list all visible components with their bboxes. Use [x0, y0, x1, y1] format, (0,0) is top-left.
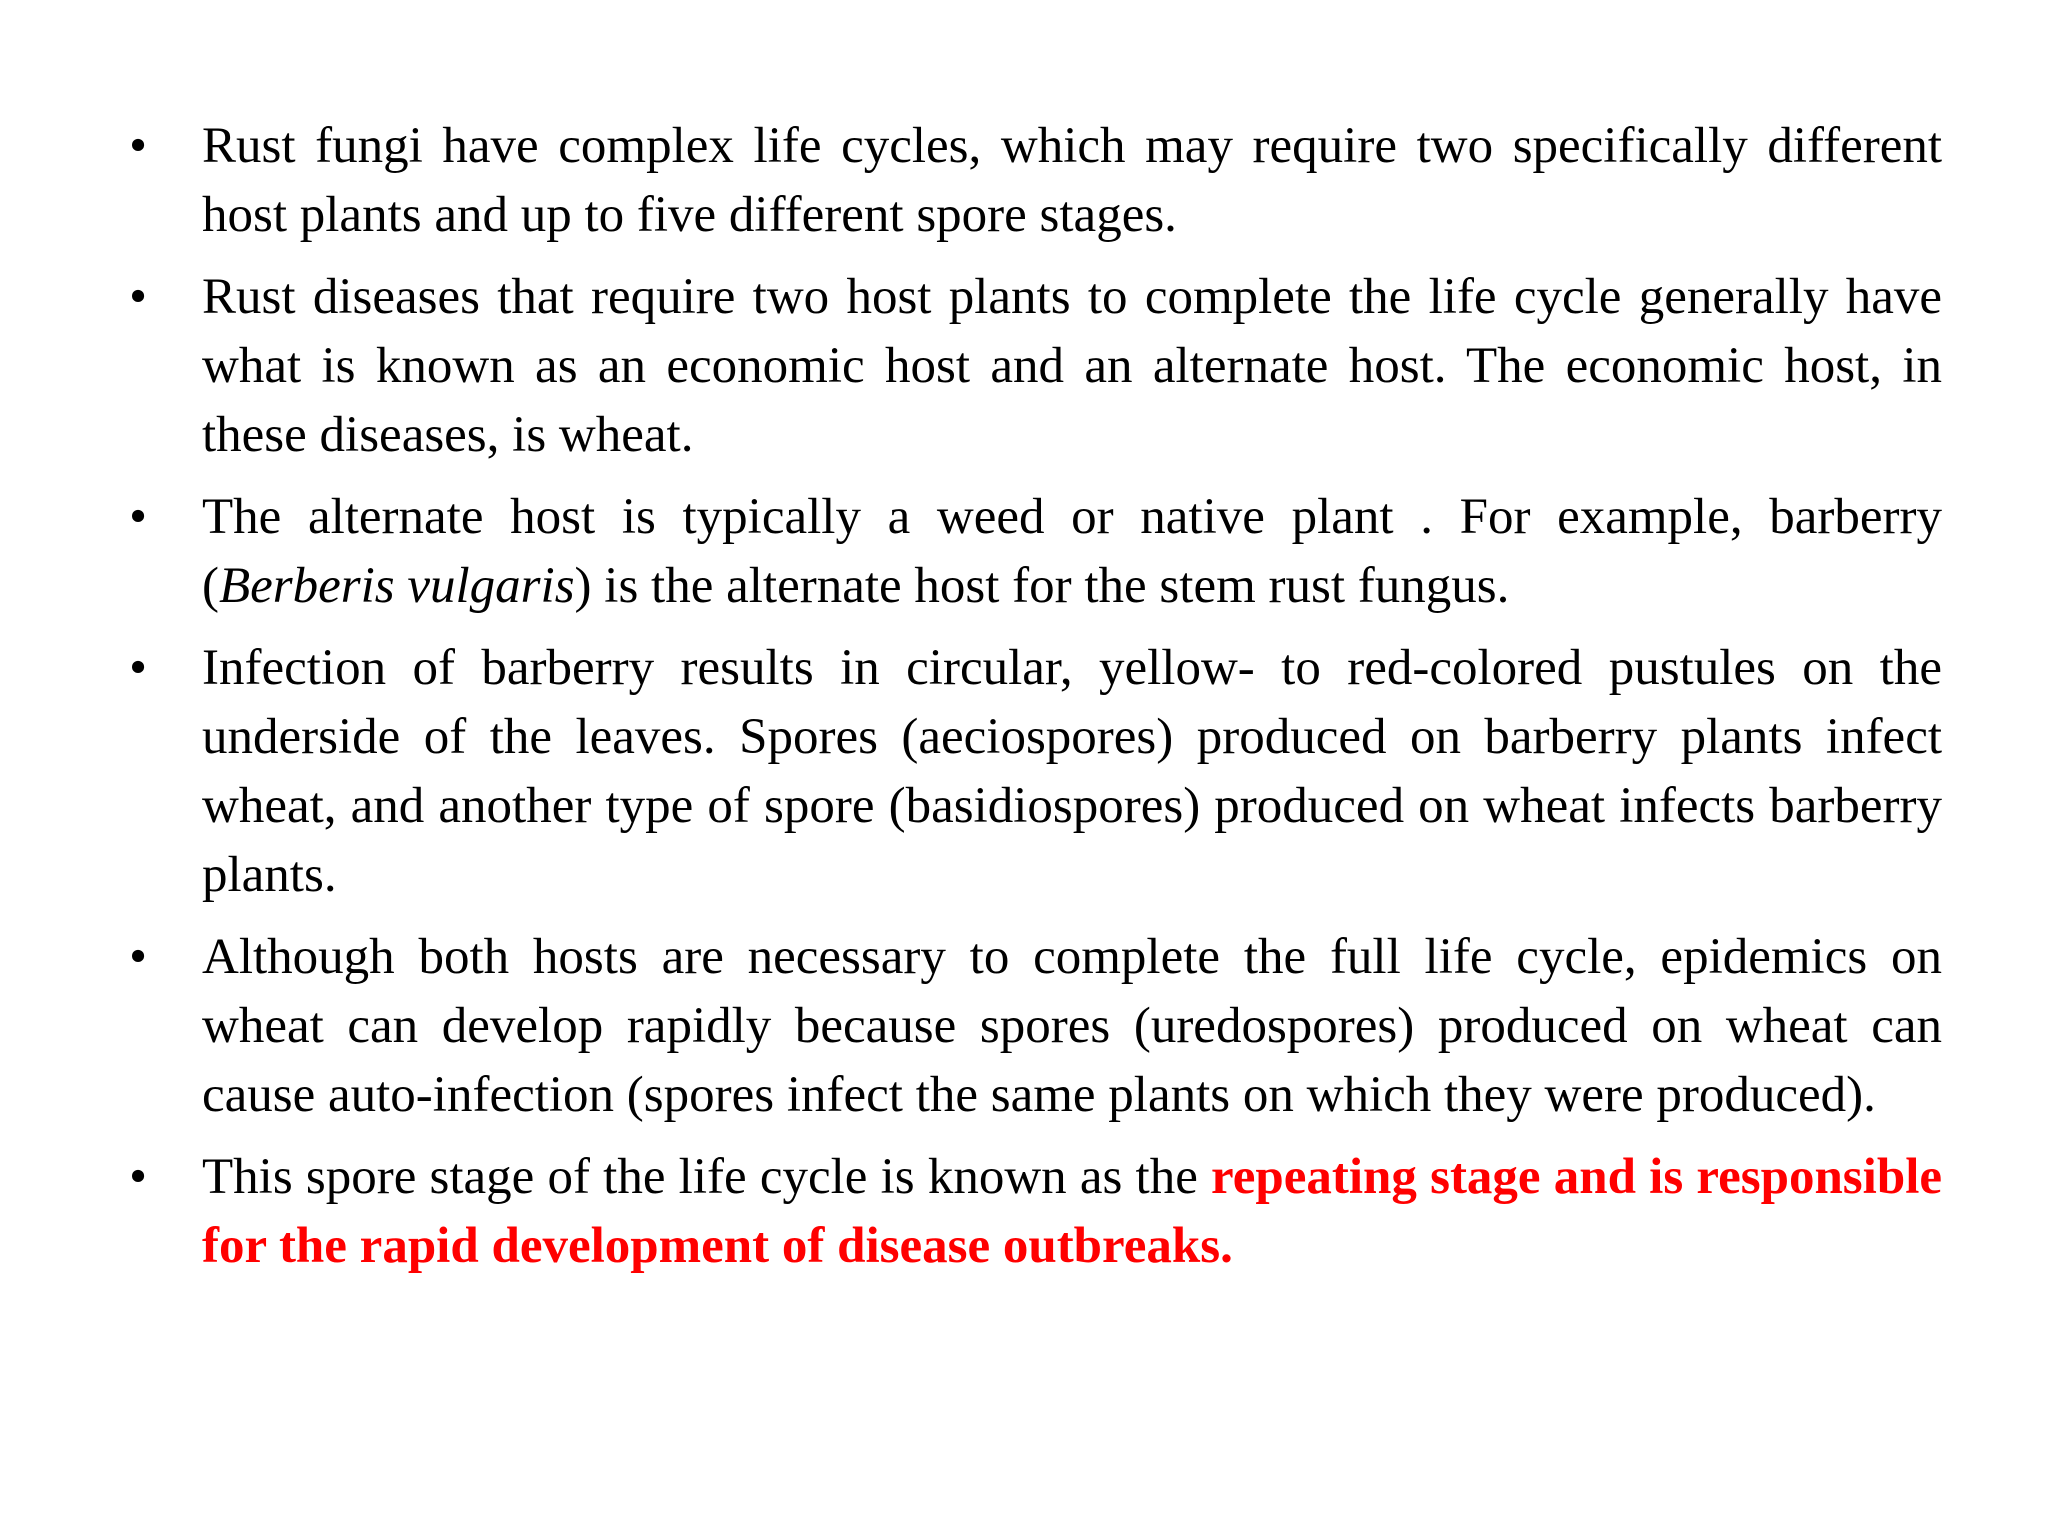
bullet-icon: • [129, 640, 147, 696]
bullet-text: Rust fungi have complex life cycles, which may require two specifically different host plants and up to five different spore stages. [202, 118, 1942, 243]
bullet-icon: • [129, 118, 147, 174]
bullet-text [202, 489, 1942, 614]
bullet-item-6 [118, 1143, 1942, 1281]
bullet-list [118, 112, 1942, 1294]
bullet-text: Infection of barberry results in circular, yellow- to red-colored pustules on the underside of the leaves. Spores (aeciospores) produced on barberry plants infect wheat, and another type of spore (basidiospores) produced on wheat infects barberry plants. [202, 640, 1942, 903]
bullet-item-3 [118, 483, 1942, 621]
bullet-text [202, 1149, 1942, 1274]
bullet-icon: • [129, 1149, 147, 1205]
bullet-text-before: The alternate host is typically a weed or native plant . For example, barberry ( [202, 489, 1942, 614]
bullet-item-4 [118, 634, 1942, 910]
bullet-text-after: ) is the alternate host for the stem rust fungus. [574, 558, 1510, 614]
bullet-icon: • [129, 489, 147, 545]
bullet-text: Rust diseases that require two host plants to complete the life cycle generally have what is known as an economic host and an alternate host. The economic host, in these diseases, is wheat. [202, 269, 1942, 463]
bullet-item-5 [118, 923, 1942, 1130]
bullet-icon: • [129, 269, 147, 325]
bullet-item-2 [118, 263, 1942, 470]
species-name: Berberis vulgaris [218, 558, 575, 614]
highlighted-text: repeating stage and is responsible for the rapid development of disease outbreaks. [202, 1149, 1942, 1274]
bullet-item-1 [118, 112, 1942, 250]
bullet-text: Although both hosts are necessary to complete the full life cycle, epidemics on wheat can develop rapidly because spores (uredospores) produced on wheat can cause auto-infection (spores infect the same plants on which they were produced). [202, 929, 1942, 1123]
bullet-icon: • [129, 929, 147, 985]
bullet-text-before: This spore stage of the life cycle is known as the [202, 1149, 1212, 1205]
